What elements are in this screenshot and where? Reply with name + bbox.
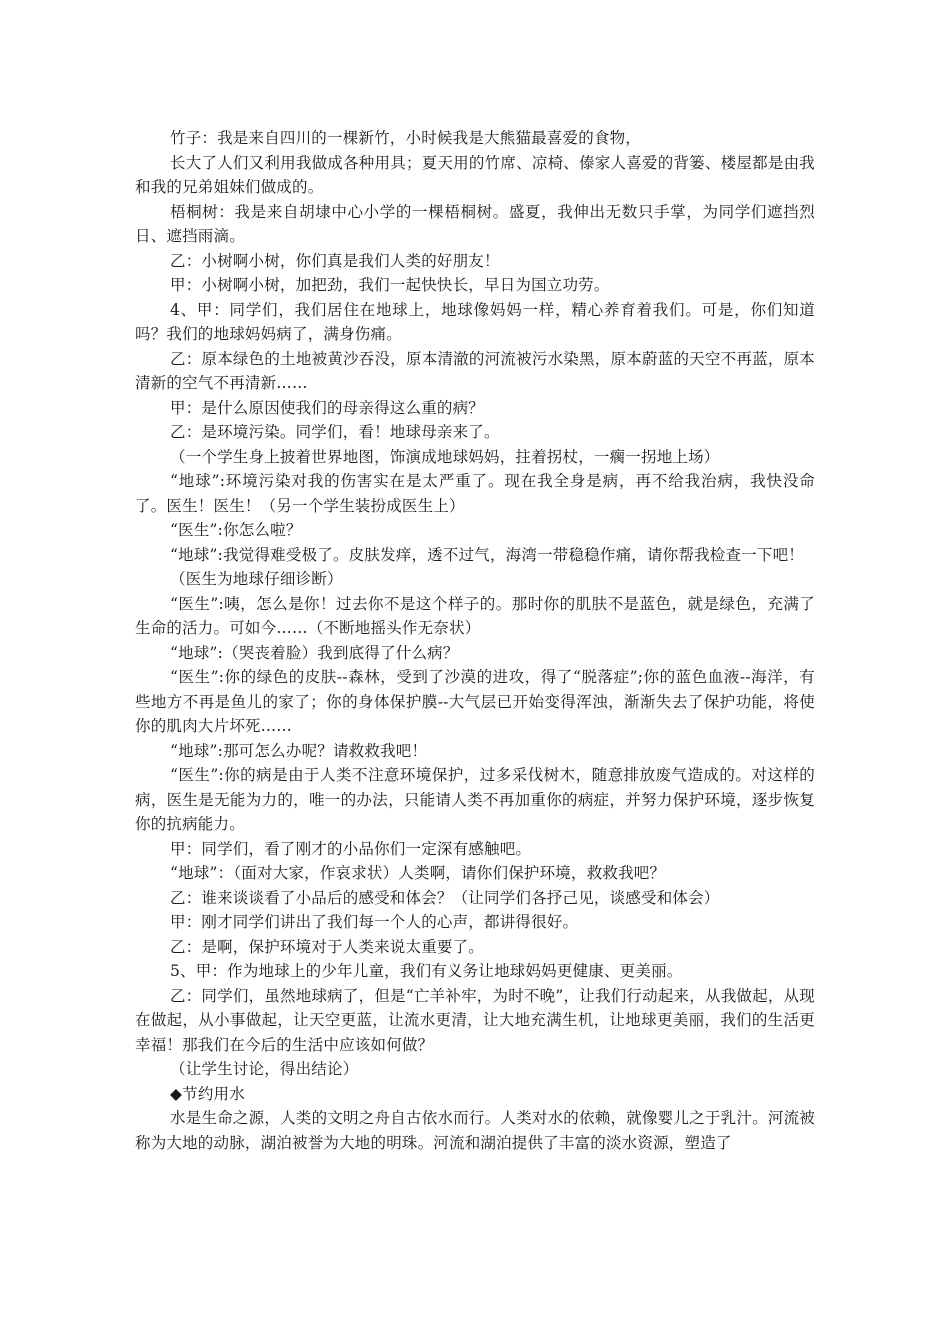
paragraph-jia-question: 甲：是什么原因使我们的母亲得这么重的病？ (170, 398, 485, 417)
paragraph-earth-plea: “地球”:那可怎么办呢？请救救我吧！ (170, 741, 428, 760)
paragraph-stage-direction-earth: （一个学生身上披着世界地图，饰演成地球妈妈，拄着拐杖，一瘸一拐地上场） (170, 447, 720, 466)
paragraph-earth-symptoms: “地球”:我觉得难受极了。皮肤发痒，透不过气，海湾一带稳稳作痛，请你帮我检查一下吧！ (170, 545, 804, 564)
paragraph-yi-discuss: 乙：谁来谈谈看了小品后的感受和体会？（让同学们各抒己见，谈感受和体会） (170, 888, 720, 907)
paragraph-section-5: 5、甲：作为地球上的少年儿童，我们有义务让地球妈妈更健康、更美丽。 (170, 962, 683, 980)
paragraph-stage-direction-diagnose: （医生为地球仔细诊断） (170, 570, 343, 588)
paragraph-doctor-ask: “医生”:你怎么啦？ (170, 521, 302, 539)
paragraph-yi-important: 乙：是啊，保护环境对于人类来说太重要了。 (170, 937, 485, 956)
paragraph-earth-what-illness: “地球”:（哭丧着脸）我到底得了什么病？ (170, 643, 459, 662)
paragraph-bamboo-intro: 竹子：我是来自四川的一棵新竹，小时候我是大熊猫最喜爱的食物， (170, 129, 642, 147)
document-body (135, 126, 815, 1155)
paragraph-earth-beg: “地球”：（面对大家，作哀求状）人类啊，请你们保护环境，救救我吧？ (170, 864, 666, 882)
paragraph-doctor-surprise: “医生”:咦，怎么是你！过去你不是这个样子的。那时你的肌肤不是蓝色，就是绿色，充满了生命的活力。可如今……（不断地摇头作无奈状） (135, 594, 815, 637)
paragraph-yi-friends: 乙：小树啊小树，你们真是我们人类的好朋友！ (170, 251, 500, 270)
paragraph-doctor-diagnosis: “医生”:你的绿色的皮肤--森林，受到了沙漠的进攻，得了“脱落症”;你的蓝色血液--海洋，有些地方不再是鱼儿的家了；你的身体保护膜--大气层已开始变得浑浊，渐渐失去了保护功能，将使你的肌肉大片坏死…… (135, 668, 815, 735)
paragraph-section-4: 4、甲：同学们，我们居住在地球上，地球像妈妈一样，精心养育着我们。可是，你们知道吗？我们的地球妈妈病了，满身伤痛。 (135, 300, 815, 343)
paragraph-stage-direction-discuss: （让学生讨论，得出结论） (170, 1060, 359, 1078)
paragraph-yi-action: 乙：同学们，虽然地球病了，但是“亡羊补牢，为时不晚”，让我们行动起来，从我做起，从现在做起，从小事做起，让天空更蓝，让流水更清，让大地充满生机，让地球更美丽，我们的生活更幸福！那我们在今后的生活中应该如何做？ (135, 986, 815, 1054)
paragraph-water-source: 水是生命之源，人类的文明之舟自古依水而行。人类对水的依赖，就像婴儿之于乳汁。河流被称为大地的动脉，湖泊被誉为大地的明珠。河流和湖泊提供了丰富的淡水资源，塑造了 (135, 1109, 815, 1152)
paragraph-yi-pollution: 乙：原本绿色的土地被黄沙吞没，原本清澈的河流被污水染黑，原本蔚蓝的天空不再蓝，原本清新的空气不再清新…… (135, 349, 815, 392)
paragraph-earth-harm: “地球”:环境污染对我的伤害实在是太严重了。现在我全身是病，再不给我治病，我快没命了。医生！医生！（另一个学生装扮成医生上） (135, 472, 815, 515)
paragraph-yi-earth-comes: 乙：是环境污染。同学们，看！地球母亲来了。 (170, 423, 500, 441)
paragraph-bamboo-uses: 长大了人们又利用我做成各种用具；夏天用的竹席、凉椅、傣家人喜爱的背篓、楼屋都是由我和我的兄弟姐妹们做成的。 (135, 153, 815, 196)
heading-save-water: ◆节约用水 (170, 1084, 245, 1103)
paragraph-doctor-cause: “医生”:你的病是由于人类不注意环境保护，过多采伐树木，随意排放废气造成的。对这样的病，医生是无能为力的，唯一的办法，只能请人类不再加重你的病症，并努力保护环境，逐步恢复你的抗病能力。 (135, 766, 815, 833)
paragraph-wutong-tree: 梧桐树：我是来自胡埭中心小学的一棵梧桐树。盛夏，我伸出无数只手掌，为同学们遮挡烈日、遮挡雨滴。 (135, 202, 815, 245)
paragraph-jia-grow: 甲：小树啊小树，加把劲，我们一起快快长，早日为国立功劳。 (170, 276, 610, 294)
paragraph-jia-reflect: 甲：同学们，看了刚才的小品你们一定深有感触吧。 (170, 839, 532, 858)
paragraph-jia-praise: 甲：刚才同学们讲出了我们每一个人的心声，都讲得很好。 (170, 913, 579, 931)
